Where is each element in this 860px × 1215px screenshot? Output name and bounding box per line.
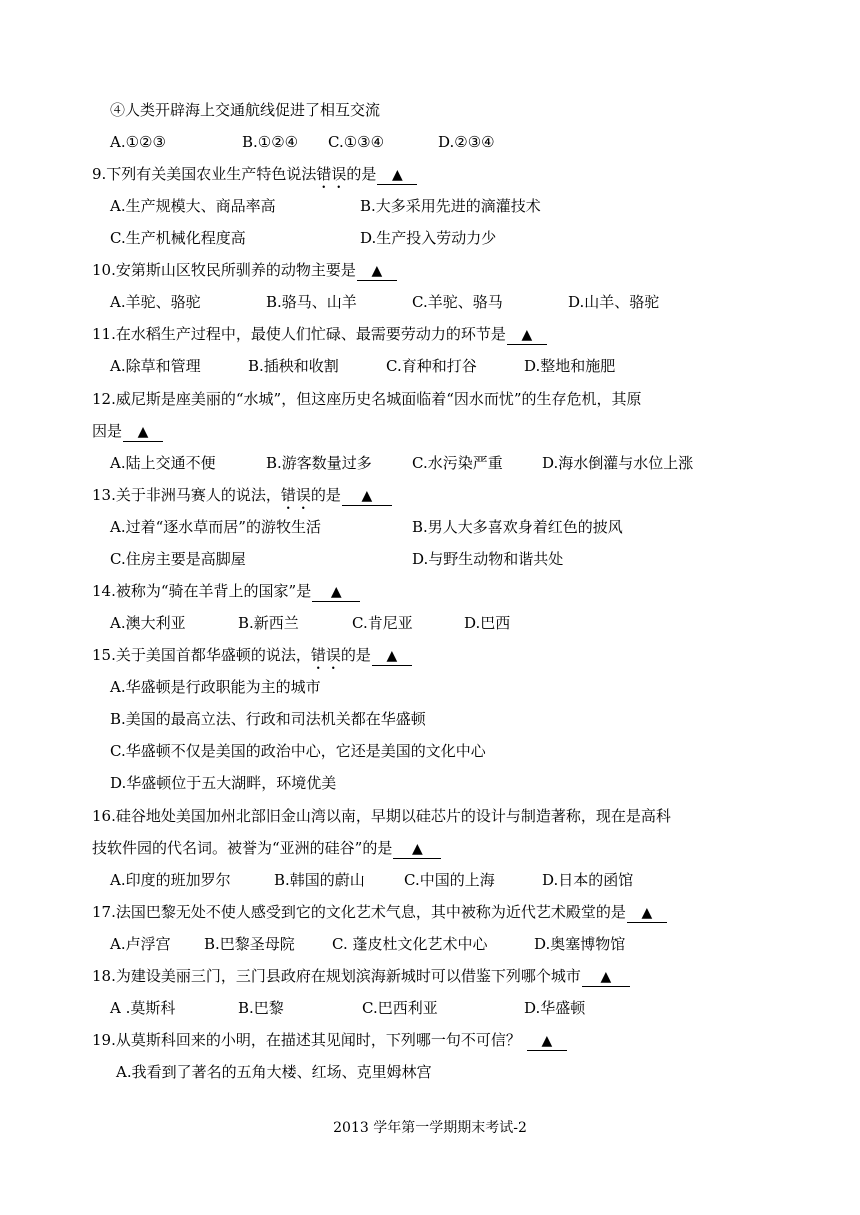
option-b: B.韩国的蔚山	[274, 871, 365, 889]
option-b: B.游客数量过多	[266, 454, 372, 472]
q8-item-4: ④人类开辟海上交通航线促进了相互交流	[110, 101, 381, 119]
option-d: D.华盛顿	[524, 999, 586, 1017]
q15-stem: 15.关于美国首都华盛顿的说法，错误的是 ▲	[92, 645, 860, 665]
emphasis-wrong: 错误	[310, 646, 341, 664]
answer-blank: ▲	[527, 1031, 567, 1051]
option-d: D.日本的函馆	[542, 871, 634, 889]
option-d: D.山羊、骆驼	[568, 293, 660, 311]
q9-options-row1	[110, 196, 860, 216]
q18-options	[110, 998, 860, 1018]
answer-blank: ▲	[312, 582, 360, 602]
q13-options-row1	[110, 517, 860, 537]
option-a: A.澳大利亚	[110, 614, 186, 632]
option-b: B.①②④	[242, 133, 299, 151]
q9-options-row2	[110, 228, 860, 248]
emphasis-wrong: 错误	[316, 165, 347, 183]
option-c: C.中国的上海	[404, 871, 495, 889]
answer-blank: ▲	[393, 839, 441, 859]
option-c: C.育种和打谷	[386, 357, 477, 375]
option-a: A.除草和管理	[110, 357, 201, 375]
option-d: D.与野生动物和谐共处	[412, 550, 564, 568]
answer-blank: ▲	[357, 261, 397, 281]
q14-options	[110, 613, 860, 633]
option-a: A.陆上交通不便	[110, 454, 216, 472]
q10-options	[110, 292, 860, 312]
option-a: A.①②③	[110, 133, 166, 151]
q15-option-a: A.华盛顿是行政职能为主的城市	[110, 678, 321, 696]
q12-stem-line1: 12.威尼斯是座美丽的“水城”，但这座历史名城面临着“因水而忧”的生存危机，其原	[92, 390, 642, 408]
option-d: D.生产投入劳动力少	[360, 229, 497, 247]
emphasis-wrong: 错误	[280, 486, 311, 504]
option-c: C.羊驼、骆马	[412, 293, 503, 311]
answer-blank: ▲	[507, 325, 547, 345]
option-b: B.新西兰	[238, 614, 299, 632]
q11-options	[110, 356, 860, 376]
answer-blank: ▲	[377, 165, 417, 185]
q15-option-d: D.华盛顿位于五大湖畔，环境优美	[110, 774, 337, 792]
answer-blank: ▲	[582, 967, 630, 987]
option-b: B.巴黎圣母院	[204, 935, 295, 953]
option-c: C.①③④	[328, 133, 385, 151]
option-b: B.插秧和收割	[248, 357, 339, 375]
q19-stem: 19.从莫斯科回来的小明，在描述其见闻时，下列哪一句不可信？ ▲	[92, 1030, 860, 1050]
option-d: D.②③④	[438, 133, 495, 151]
q18-stem: 18.为建设美丽三门，三门县政府在规划滨海新城时可以借鉴下列哪个城市 ▲	[92, 966, 860, 986]
option-d: D.巴西	[464, 614, 511, 632]
q16-options	[110, 870, 860, 890]
option-a: A.卢浮宫	[110, 935, 171, 953]
answer-blank: ▲	[342, 486, 392, 506]
q12-stem-line2: 因是 ▲	[92, 421, 860, 441]
q12-options	[110, 453, 860, 473]
q8-options	[110, 132, 860, 152]
q13-options-row2	[110, 549, 860, 569]
option-a: A.羊驼、骆驼	[110, 293, 201, 311]
option-c: C. 蓬皮杜文化艺术中心	[332, 935, 488, 953]
answer-blank: ▲	[372, 646, 412, 666]
option-a: A .莫斯科	[110, 999, 176, 1017]
option-c: C.巴西利亚	[362, 999, 438, 1017]
q13-stem: 13.关于非洲马赛人的说法，错误的是 ▲	[92, 485, 860, 505]
option-a: A.印度的班加罗尔	[110, 871, 231, 889]
option-c: C.生产机械化程度高	[110, 229, 246, 247]
option-d: D.海水倒灌与水位上涨	[542, 454, 694, 472]
q17-options	[110, 934, 860, 954]
option-b: B.骆马、山羊	[266, 293, 357, 311]
q11-stem: 11.在水稻生产过程中，最使人们忙碌、最需要劳动力的环节是 ▲	[92, 324, 860, 344]
q16-stem-line1: 16.硅谷地处美国加州北部旧金山湾以南，早期以硅芯片的设计与制造著称，现在是高科	[92, 807, 671, 825]
q10-stem: 10.安第斯山区牧民所驯养的动物主要是 ▲	[92, 260, 860, 280]
option-d: D.奥塞博物馆	[534, 935, 626, 953]
q9-stem: 9.下列有关美国农业生产特色说法错误的是 ▲	[92, 164, 860, 184]
option-d: D.整地和施肥	[524, 357, 616, 375]
option-a: A.生产规模大、商品率高	[110, 197, 276, 215]
option-b: B.男人大多喜欢身着红色的披风	[412, 518, 623, 536]
page-footer: 2013 学年第一学期期末考试-2	[333, 1120, 527, 1136]
answer-blank: ▲	[627, 903, 667, 923]
q19-option-a: A.我看到了著名的五角大楼、红场、克里姆林宫	[116, 1063, 432, 1081]
option-c: C.肯尼亚	[352, 614, 413, 632]
q14-stem: 14.被称为“骑在羊背上的国家”是 ▲	[92, 581, 860, 601]
q15-option-b: B.美国的最高立法、行政和司法机关都在华盛顿	[110, 710, 426, 728]
option-a: A.过着“逐水草而居”的游牧生活	[110, 518, 321, 536]
answer-blank: ▲	[123, 422, 163, 442]
q15-option-c: C.华盛顿不仅是美国的政治中心，它还是美国的文化中心	[110, 742, 486, 760]
q16-stem-line2: 技软件园的代名词。被誉为“亚洲的硅谷”的是 ▲	[92, 838, 860, 858]
option-c: C.水污染严重	[412, 454, 503, 472]
option-b: B.大多采用先进的滴灌技术	[360, 197, 541, 215]
option-b: B.巴黎	[238, 999, 284, 1017]
option-c: C.住房主要是高脚屋	[110, 550, 246, 568]
q17-stem: 17.法国巴黎无处不使人感受到它的文化艺术气息，其中被称为近代艺术殿堂的是 ▲	[92, 902, 860, 922]
